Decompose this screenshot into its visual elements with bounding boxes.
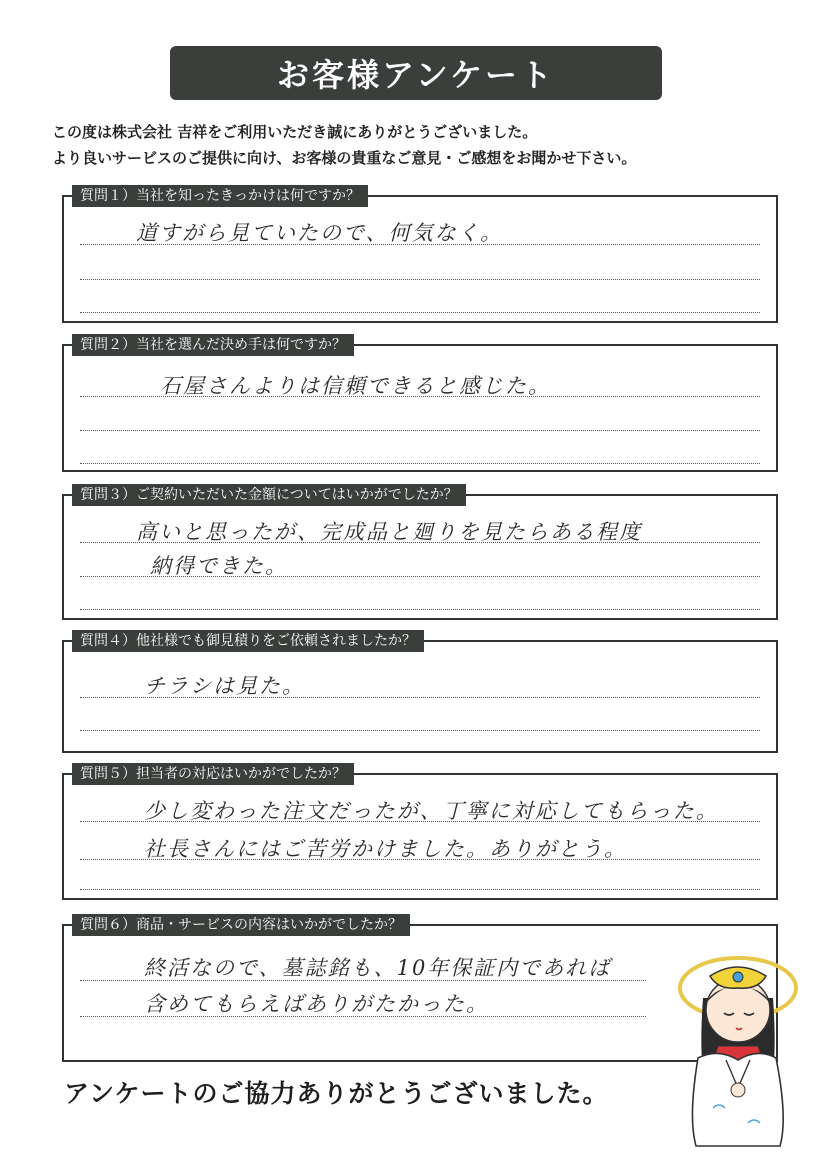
answer-5-line-1: 少し変わった注文だったが、丁寧に対応してもらった。 [144, 799, 719, 823]
answer-rule [80, 859, 760, 860]
answer-rule [80, 980, 646, 981]
intro-line-2: より良いサービスのご提供に向け、お客様の貴重なご意見・ご感想をお聞かせ下さい。 [52, 149, 637, 167]
answer-rule [80, 889, 760, 890]
answer-rule [80, 430, 760, 431]
question-label-1: 質問１）当社を知ったきっかけは何ですか？ [72, 185, 368, 207]
answer-4-line-1: チラシは見た。 [144, 674, 305, 698]
question-label-3: 質問３）ご契約いただいた金額についてはいかがでしたか？ [72, 484, 466, 506]
answer-2-line-1: 石屋さんよりは信頼できると感じた。 [160, 374, 551, 398]
intro-line-1: この度は株式会社 吉祥をご利用いただき誠にありがとうございました。 [52, 123, 538, 141]
question-label-4: 質問４）他社様でも御見積りをご依頼されましたか？ [72, 630, 424, 652]
answer-rule [80, 279, 760, 280]
answer-rule [80, 576, 760, 577]
answer-rule [80, 1016, 646, 1017]
answer-rule [80, 542, 760, 543]
answer-rule [80, 697, 760, 698]
answer-rule [80, 312, 760, 313]
question-label-6: 質問６）商品・サービスの内容はいかがでしたか？ [72, 914, 410, 936]
question-box-4 [62, 633, 778, 753]
answer-6-line-2: 含めてもらえばありがたかった。 [144, 992, 489, 1016]
question-box-2 [62, 337, 778, 472]
mascot-illustration [668, 948, 798, 1153]
answer-3-line-1: 高いと思ったが、完成品と廻りを見たらある程度 [136, 520, 642, 544]
answer-5-line-2: 社長さんにはご苦労かけました。ありがとう。 [144, 837, 627, 861]
answer-rule [80, 463, 760, 464]
answer-1-line-1: 道すがら見ていたので、何気なく。 [136, 221, 504, 245]
title-banner [170, 46, 662, 100]
answer-rule [80, 609, 760, 610]
answer-6-line-1: 終活なので、墓誌銘も、10年保証内であれば [144, 956, 612, 980]
answer-3-line-2: 納得できた。 [150, 554, 288, 578]
question-label-2: 質問２）当社を選んだ決め手は何ですか？ [72, 334, 354, 356]
question-box-5 [62, 766, 778, 900]
answer-rule [80, 821, 760, 822]
answer-rule [80, 244, 760, 245]
answer-rule [80, 396, 760, 397]
question-box-1 [62, 188, 778, 323]
answer-rule [80, 730, 760, 731]
page-title: お客様アンケート [276, 56, 556, 94]
question-box-3 [62, 487, 778, 620]
question-label-5: 質問５）担当者の対応はいかがでしたか？ [72, 763, 354, 785]
thank-you-message: アンケートのご協力ありがとうございました。 [64, 1079, 609, 1108]
